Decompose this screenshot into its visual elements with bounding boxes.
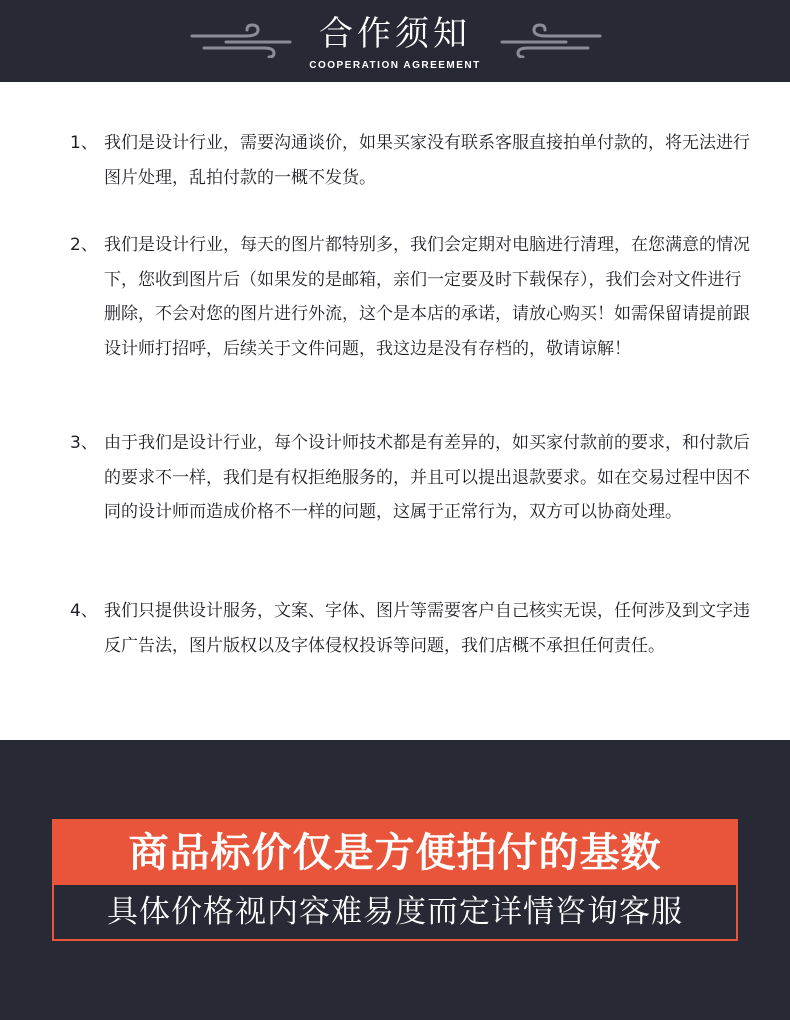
page-subtitle: COOPERATION AGREEMENT: [309, 60, 481, 71]
list-item: [70, 594, 750, 663]
item-number: 1、: [70, 133, 98, 153]
item-number: 4、: [70, 601, 98, 621]
banner-subline: 具体价格视内容难易度而定详情咨询客服: [107, 894, 683, 930]
item-text: 我们只提供设计服务，文案、字体、图片等需要客户自己核实无误，任何涉及到文字违反广告法，图片版权以及字体侵权投诉等问题，我们店概不承担任何责任。: [104, 601, 750, 656]
page-title: 合作须知: [319, 14, 471, 54]
agreement-list: [0, 82, 790, 740]
item-number: 3、: [70, 433, 98, 453]
item-number: 2、: [70, 235, 98, 255]
banner-headline: 商品标价仅是方便拍付的基数: [54, 821, 736, 885]
header: [0, 0, 790, 82]
item-text: 我们是设计行业，每天的图片都特别多，我们会定期对电脑进行清理，在您满意的情况下，您收到图片后（如果发的是邮箱，亲们一定要及时下载保存），我们会对文件进行删除，不会对您的图片进行外流，这个是本店的承诺，请放心购买！如需保留请提前跟设计师打招呼，后续关于文件问题，我这边是没有存档的，敬请谅解！: [104, 235, 750, 359]
item-text: 我们是设计行业，需要沟通谈价，如果买家没有联系客服直接拍单付款的，将无法进行图片处理，乱拍付款的一概不发货。: [104, 133, 750, 188]
list-item: [70, 126, 750, 195]
price-notice-banner: [52, 819, 738, 941]
footer: [0, 740, 790, 1020]
list-item: [70, 228, 750, 366]
cloud-ornament-icon: [496, 22, 606, 58]
item-text: 由于我们是设计行业，每个设计师技术都是有差异的，如买家付款前的要求，和付款后的要求不一样，我们是有权拒绝服务的，并且可以提出退款要求。如在交易过程中因不同的设计师而造成价格不一样的问题，这属于正常行为，双方可以协商处理。: [104, 433, 750, 522]
list-item: [70, 426, 750, 530]
